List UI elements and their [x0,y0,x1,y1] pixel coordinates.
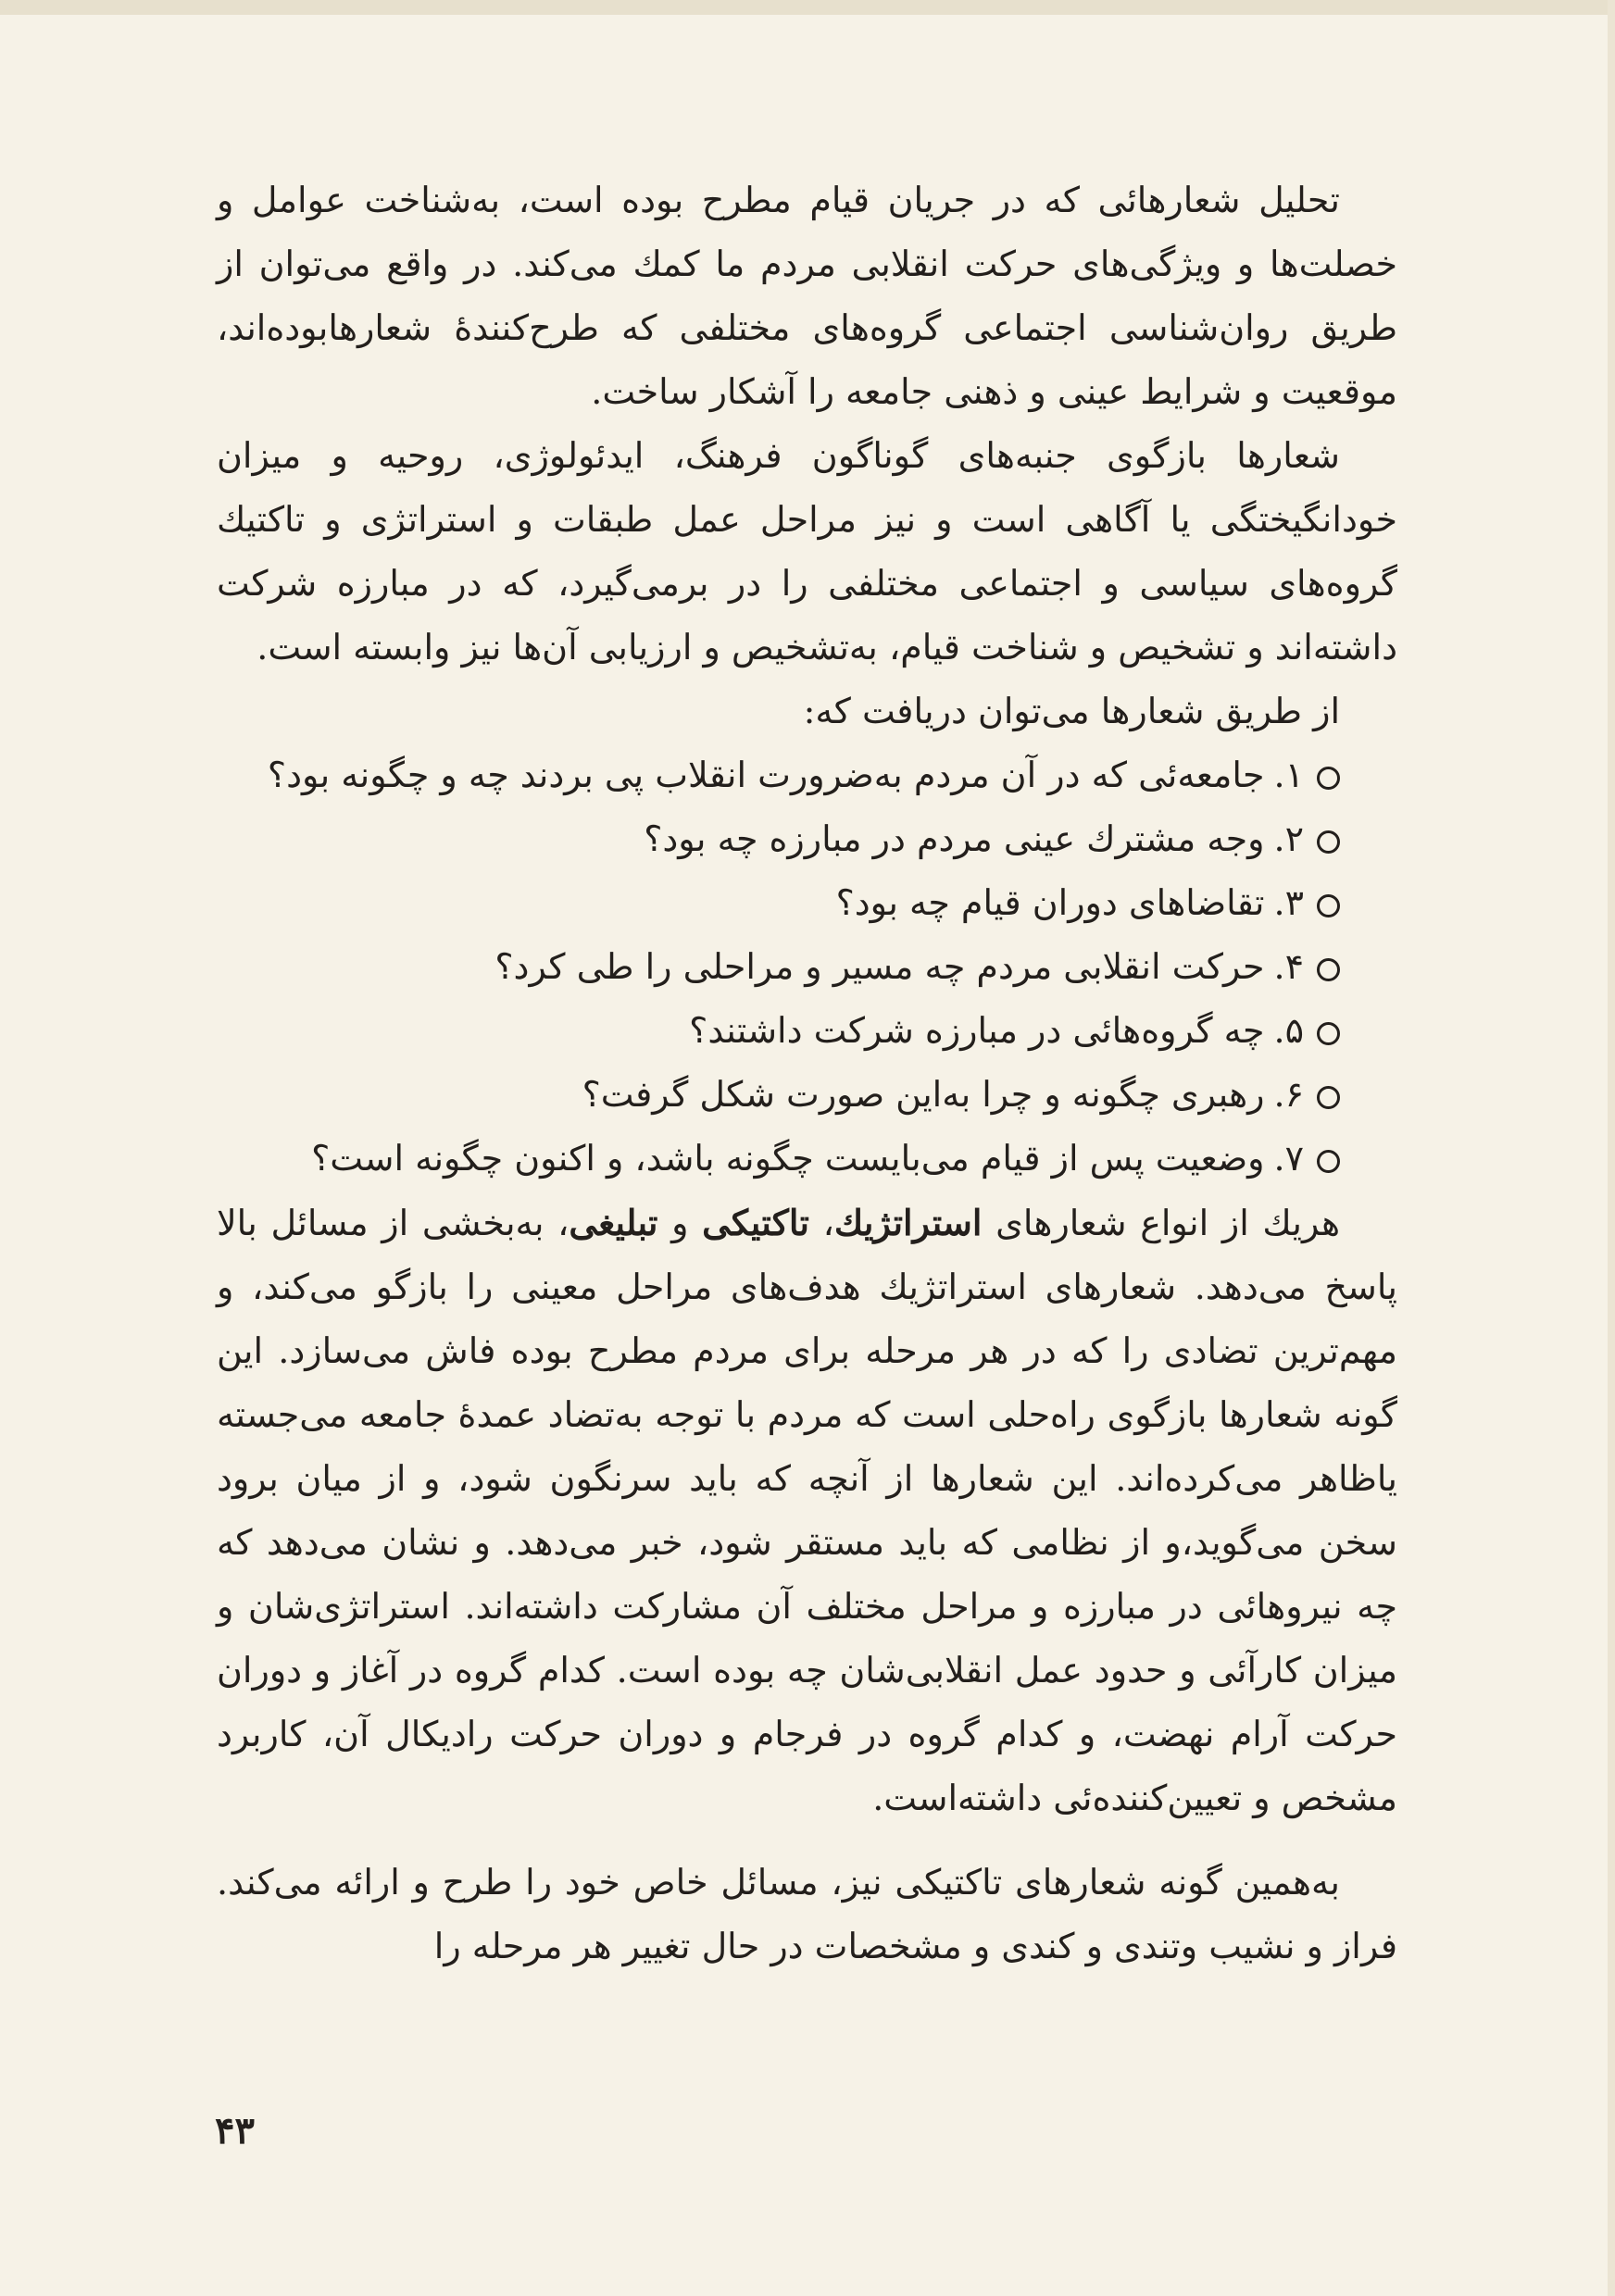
list-item-number: ۵. [1273,1010,1304,1051]
list-item [217,871,1397,935]
slogan-types-and: و [657,1203,703,1243]
list-item-number: ۱. [1273,755,1304,795]
term-strategic: استراتژیك [833,1202,983,1243]
page-top-edge [0,0,1615,15]
circle-bullet-icon [1317,830,1340,854]
circle-bullet-icon [1317,1022,1340,1045]
list-item-text: چه گروه‌هائی در مبارزه شرکت داشتند؟ [689,1010,1265,1051]
list-item [217,999,1397,1063]
circle-bullet-icon [1317,1150,1340,1173]
list-item-number: ۶. [1273,1074,1304,1115]
list-item-number: ۴. [1273,946,1304,987]
list-item [217,743,1397,807]
list-item-text: جامعه‌ئی که در آن مردم به‌ضرورت انقلاب پی بردند چه و چگونه بود؟ [267,755,1265,795]
term-tactical: تاکتیکی [702,1202,809,1243]
question-list [217,743,1397,1191]
circle-bullet-icon [1317,1086,1340,1109]
slogan-types-separator: ، [808,1203,834,1243]
list-item [217,807,1397,871]
page-number: ۴۳ [215,2109,255,2152]
circle-bullet-icon [1317,894,1340,917]
circle-bullet-icon [1317,958,1340,981]
page-content [217,168,1397,1978]
slogan-types-body: ، به‌بخشی از مسائل بالا پاسخ می‌دهد. شعارهای استراتژیك هدف‌های مراحل معینی را بازگو می‌کند، و مهم‌ترین تضادی را که در هر مرحله برای مردم مطرح بوده فاش می‌سازد. این گونه شعارها بازگوی راه‌حلی است که مردم با توجه به‌تضاد عمدهٔ جامعه می‌جسته یاظاهر می‌کرده‌اند. این شعارها از آنچه که باید سرنگون شود، و از میان برود سخن می‌گوید،و از نظامی که باید مستقر شود، خبر می‌دهد. و نشان می‌دهد که چه نیروهائی در مبارزه و مراحل مختلف آن مشارکت داشته‌اند. استراتژی‌شان و میزان کارآئی و حدود عمل انقلابی‌شان چه بوده است. کدام گروه در آغاز و دوران حرکت آرام نهضت، و کدام گروه در فرجام و دوران حرکت رادیکال آن، کاربرد مشخص و تعیین‌کننده‌ئی داشته‌است. [217,1203,1398,1818]
list-item-text: حرکت انقلابی مردم چه مسیر و مراحلی را طی کرد؟ [495,946,1265,987]
paragraph-slogans-reflect: شعارها بازگوی جنبه‌های گوناگون فرهنگ، ایدئولوژی، روحیه و میزان خودانگیختگی یا آگاهی است و نیز مراحل عمل طبقات و استراتژی و تاکتیك گروه‌های سیاسی و اجتماعی مختلفی را در برمی‌گیرد، که در مبارزه شرکت داشته‌اند و تشخیص و شناخت قیام، به‌تشخیص و ارزیابی آن‌ها نیز وابسته است. [217,435,1397,668]
list-item-number: ۳. [1273,882,1304,923]
list-item-text: رهبری چگونه و چرا به‌این صورت شکل گرفت؟ [582,1074,1265,1115]
term-propaganda: تبلیغی [569,1202,658,1243]
paragraph-list-intro: از طریق شعارها می‌توان دریافت که: [803,691,1340,731]
list-item-text: وضعیت پس از قیام می‌بایست چگونه باشد، و اکنون چگونه است؟ [311,1138,1265,1179]
list-item [217,1063,1397,1127]
list-item-number: ۷. [1273,1138,1304,1179]
circle-bullet-icon [1317,767,1340,790]
paragraph-tactical-slogans: به‌همین گونه شعارهای تاکتیکی نیز، مسائل خاص خود را طرح و ارائه می‌کند. فراز و نشیب وتندی و کندی و مشخصات در حال تغییر هر مرحله را [217,1862,1397,1966]
slogan-types-lead: هریك از انواع شعارهای [982,1203,1340,1243]
list-item [217,935,1397,999]
page-right-edge [1608,0,1615,2296]
list-item [217,1127,1397,1191]
list-item-text: وجه مشترك عینی مردم در مبارزه چه بود؟ [644,818,1265,859]
list-item-number: ۲. [1273,818,1304,859]
paragraph-slogan-analysis: تحلیل شعارهائی که در جریان قیام مطرح بوده است، به‌شناخت عوامل و خصلت‌ها و ویژگی‌های حرکت انقلابی مردم ما کمك می‌کند. در واقع می‌توان از طریق روان‌شناسی اجتماعی گروه‌های مختلفی که طرح‌کنندهٔ شعارهابوده‌اند، موقعیت و شرایط عینی و ذهنی جامعه را آشکار ساخت. [217,180,1397,412]
list-item-text: تقاضاهای دوران قیام چه بود؟ [835,882,1265,923]
paragraph-slogan-types [217,1191,1397,1830]
